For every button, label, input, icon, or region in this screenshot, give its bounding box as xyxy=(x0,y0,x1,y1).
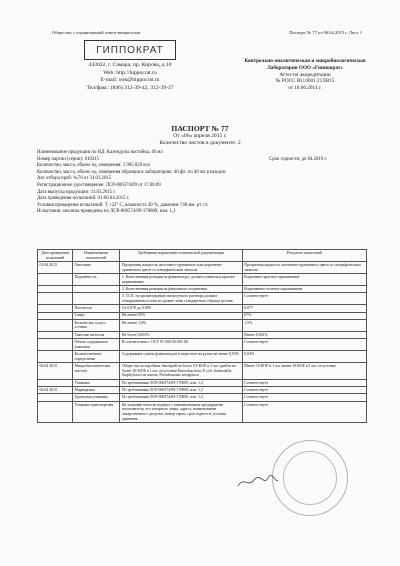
cell-date xyxy=(38,351,73,363)
cell-result: Прозрачная жидкость желтовато-оранжевого цвета со специфическим запахом. xyxy=(242,262,366,274)
cell-requirement: Прозрачная жидкость желтовато-оранжевого или коричнево-оранжевого цвета со специфическим запахом. xyxy=(120,262,242,274)
cell-requirement: От 0,870 до 0,900 xyxy=(120,305,242,312)
cell-indicator: Плотность xyxy=(73,305,120,312)
lab-accreditation-date: от 18.06.2014 г. xyxy=(288,85,322,92)
address-line: 443022, г. Самара, пр. Кирова, д.10 xyxy=(88,62,172,68)
cell-result: Соответствует xyxy=(242,379,366,386)
cell-date xyxy=(38,401,73,422)
cell-indicator: Спирт xyxy=(73,312,120,319)
company-logo: ГИППОКРАТ xyxy=(84,40,176,60)
header-requirements: Требования нормативно-технической документации xyxy=(120,250,242,262)
table-row xyxy=(38,339,367,351)
cell-indicator: Групповая упаковка xyxy=(73,394,120,401)
cell-requirement: Не более 0,001% xyxy=(120,331,242,338)
cell-date xyxy=(38,305,73,312)
table-row xyxy=(38,293,367,305)
table-row xyxy=(38,387,367,394)
info-line: Регистрационное удостоверение: ЛСР-006574/09 от 17.08.09 xyxy=(37,182,161,188)
table-row xyxy=(38,331,367,338)
table-header-row xyxy=(38,250,367,262)
cell-date: 06.04.2015 xyxy=(38,387,73,394)
table-body xyxy=(38,262,367,423)
cell-indicator: Маркировка xyxy=(73,387,120,394)
table-row xyxy=(38,401,367,422)
info-line: Условия проведения испытаний: Т +22° С, влажность 49 %, давление 748 мм. рт. ст. xyxy=(37,202,209,208)
cell-date xyxy=(38,339,73,351)
cell-indicator: Количество сухого остатка xyxy=(73,319,120,331)
cell-result: 1,5% xyxy=(242,319,366,331)
address-web[interactable]: Web: http://hippocrat.ru xyxy=(103,69,157,76)
cell-requirement: Общее число аэробных бактерий не более 10³ КОЕ в 1 мл; грибов не более 10² КОЕ в 1 мл; отсутствие Enterobacteria, E.coli, Salmonella, Staphylococcus aureus, Pseudomonas aeruginosa xyxy=(120,363,242,380)
cell-requirement: На упаковке наносят надпись с наименованием предприятия-изготовителя, его товарного знака, адреса, наименование лекарственного средства, номер серии, срок годности, условия хранения. xyxy=(120,401,242,422)
cell-indicator: Микробиологическая чистота xyxy=(73,363,120,380)
cell-result: Менее 10 КОЕ в 1 мл; менее 10 КОЕ в 1 мл; отсутствие xyxy=(242,363,366,380)
cell-requirement: Не менее 1,0% xyxy=(120,319,242,331)
table-row xyxy=(38,305,367,312)
results-table xyxy=(37,249,367,423)
cell-result: Соответствует xyxy=(242,401,366,422)
info-line: Испытания: анализы проведены по ЛСР-006574/09-170809, изм. 1,2 xyxy=(37,209,176,215)
header-indicator: Наименование показателей xyxy=(73,250,120,262)
cell-result: Соответствует xyxy=(242,387,366,394)
cell-indicator: Подлинность xyxy=(73,274,120,286)
table-row xyxy=(38,351,367,363)
info-line: Акт отбора проб: №76 от 31.03.2015 xyxy=(37,176,112,182)
signature-icon xyxy=(236,474,280,490)
cell-requirement: По требованиям ЛСР-006574/09-170809, изм. 1,2 xyxy=(120,379,242,386)
cell-result: Коричневато-зеленое окрашивание xyxy=(242,286,366,293)
laboratory-stamp xyxy=(272,440,348,516)
table-row xyxy=(38,394,367,401)
passport-title: ПАСПОРТ № 77 xyxy=(171,124,229,133)
lab-name-1: Контрольно-аналитическая и микробиологическая xyxy=(244,58,366,64)
cell-requirement: 1. Качественная реакция на флавоноиды: должно появиться красное окрашивание. xyxy=(120,274,242,286)
info-line: Количество, масса, объем: ед. измерения: 1 005 820 кол xyxy=(37,163,151,169)
table-row xyxy=(38,262,367,274)
passport-sheets: Количество листов в документе: 2 xyxy=(159,140,241,146)
cell-date xyxy=(38,286,73,293)
company-address xyxy=(55,62,205,92)
passport-date: От «06» апреля 2015 г. xyxy=(173,133,227,139)
cell-date xyxy=(38,319,73,331)
cell-result: Коричнево-красное окрашивание xyxy=(242,274,366,286)
cell-date xyxy=(38,274,73,286)
table-row xyxy=(38,379,367,386)
info-expiry: Срок годности: до 04.2019 г. xyxy=(269,156,327,162)
cell-date xyxy=(38,293,73,305)
cell-indicator: Описание xyxy=(73,262,120,274)
table-row xyxy=(38,274,367,286)
info-batch: Номер партии (серии): 010315 xyxy=(37,156,99,162)
laboratory-block xyxy=(230,58,380,92)
cell-date: 01.04.2015 xyxy=(38,262,73,274)
cell-requirement: По требованиям ЛСР-006574/09-170809, изм. 1,2 xyxy=(120,394,242,401)
cell-requirement: 3. ТСХ: на хроматограмме испытуемого раствора должна обнаруживаться зона на уровне зоны стандартного образца рутина. xyxy=(120,293,242,305)
company-header: Общество с ограниченной ответственностью xyxy=(52,30,141,35)
info-line: Наименование продукции по НД: Календулы настойка, 40 мл xyxy=(37,150,163,155)
cell-result: 0,877 xyxy=(242,305,366,312)
cell-indicator: Упаковка xyxy=(73,379,120,386)
info-line: Дата выпуска продукции: 31.03.2015 г. xyxy=(37,189,116,195)
cell-result: Соответствует xyxy=(242,394,366,401)
address-phone: Тел/факс: (846) 312-39-42, 312-39-37 xyxy=(86,84,174,91)
table-row xyxy=(38,319,367,331)
cell-date: 06.04.2015 xyxy=(38,363,73,380)
table-row xyxy=(38,363,367,380)
address-email[interactable]: E-mail: ook@hippocrat.ru xyxy=(100,77,160,83)
table-row xyxy=(38,312,367,319)
cell-requirement: Содержание суммы флавоноидов в пересчете на рутин не менее 0,03% xyxy=(120,351,242,363)
cell-indicator: Упаковка транспортная xyxy=(73,401,120,422)
info-line xyxy=(37,157,367,164)
cell-result: Соответствует xyxy=(242,293,366,305)
header-date: Дата проведения испытаний xyxy=(38,250,73,262)
cell-indicator: Объем содержимого упаковки xyxy=(73,339,120,351)
lab-accreditation-number: № РОСС RU.0001.21ЛВ15 xyxy=(275,78,335,85)
cell-requirement: Не менее 65% xyxy=(120,312,242,319)
cell-requirement: 2. Качественная реакция на фенольные соединения. xyxy=(120,286,242,293)
cell-date xyxy=(38,331,73,338)
cell-indicator: Количественное определение xyxy=(73,351,120,363)
cell-date xyxy=(38,379,73,386)
info-line: Дата проведения испытаний: 01-06.04.2015 г. xyxy=(37,196,130,202)
lab-name-2: Лаборатория ООО «Гиппократ» xyxy=(266,64,344,71)
info-line: Количество, масса, объем: ед. измерения образцов в лабораторию: 40 фл. по 40 мл в каждом xyxy=(37,169,226,175)
cell-result: 67% xyxy=(242,312,366,319)
cell-indicator xyxy=(73,293,120,305)
lab-accreditation: Аттестат аккредитации xyxy=(279,71,331,78)
cell-result: Соответствует xyxy=(242,339,366,351)
cell-indicator xyxy=(73,286,120,293)
cell-result: Менее 0,001% xyxy=(242,331,366,338)
document-header: Паспорт № 77 от 06.04.2015 г. Лист 1 xyxy=(289,30,362,35)
cell-date xyxy=(38,312,73,319)
cell-date xyxy=(38,394,73,401)
cell-result: 0,04% xyxy=(242,351,366,363)
cell-requirement: По требованиям ЛСР-006574/09-170809, изм. 1,2 xyxy=(120,387,242,394)
table-row xyxy=(38,286,367,293)
cell-requirement: В соответствии с ОСТ 91-500.05.001-00 xyxy=(120,339,242,351)
header-result: Результат испытаний xyxy=(242,250,366,262)
product-info xyxy=(37,150,367,216)
cell-indicator: Тяжелые металлы xyxy=(73,331,120,338)
